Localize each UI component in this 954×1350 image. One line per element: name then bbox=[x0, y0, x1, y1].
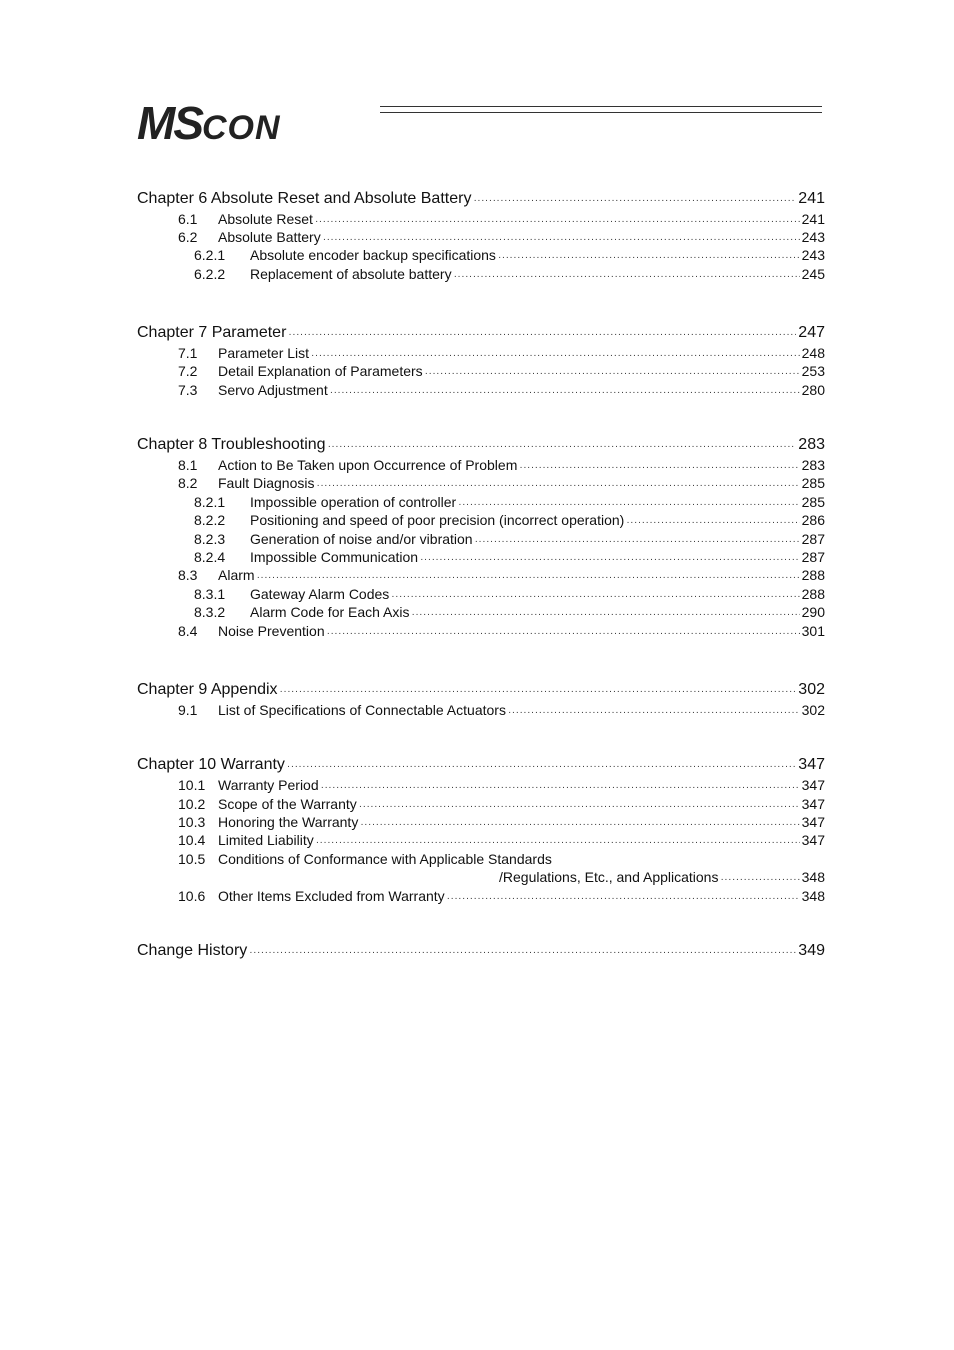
toc-title: Honoring the Warranty bbox=[218, 814, 359, 830]
toc-page: 347 bbox=[801, 832, 825, 848]
toc-page: 283 bbox=[798, 436, 825, 453]
toc-title: Gateway Alarm Codes bbox=[250, 586, 390, 602]
toc-page: 348 bbox=[801, 888, 825, 904]
toc-title: Change History bbox=[137, 942, 248, 959]
toc-title: Limited Liability bbox=[218, 832, 314, 848]
toc-sub-8-2-1[interactable] bbox=[194, 494, 825, 510]
toc-num: 8.1 bbox=[178, 457, 198, 473]
toc-section-9-1[interactable] bbox=[178, 702, 825, 718]
toc-section-10-5-continued[interactable] bbox=[499, 869, 825, 885]
toc-num: 10.3 bbox=[178, 814, 206, 830]
toc-page: 347 bbox=[801, 814, 825, 830]
toc-title: List of Specifications of Connectable Actuators bbox=[218, 702, 506, 718]
toc-sub-8-2-3[interactable] bbox=[194, 531, 825, 547]
toc-num: 10.2 bbox=[178, 796, 206, 812]
toc-page: 287 bbox=[801, 549, 825, 565]
toc-sub-6-2-1[interactable] bbox=[194, 247, 825, 263]
toc-title: Positioning and speed of poor precision (incorrect operation) bbox=[250, 512, 625, 528]
toc-page: 302 bbox=[798, 681, 825, 698]
toc-num: 6.2.2 bbox=[194, 266, 226, 282]
toc-page: 245 bbox=[801, 266, 825, 282]
toc-num: 8.4 bbox=[178, 623, 198, 639]
toc-chapter-8[interactable] bbox=[137, 436, 825, 454]
toc-page: 280 bbox=[801, 382, 825, 398]
toc-num: 7.1 bbox=[178, 345, 198, 361]
toc-num: 7.2 bbox=[178, 363, 198, 379]
toc-page: 348 bbox=[801, 869, 825, 885]
logo-con: CON bbox=[202, 109, 281, 147]
toc-num: 8.2.1 bbox=[194, 494, 226, 510]
toc-title: Action to Be Taken upon Occurrence of Problem bbox=[218, 457, 518, 473]
toc-sub-8-2-4[interactable] bbox=[194, 549, 825, 565]
toc-section-10-5[interactable] bbox=[178, 851, 825, 867]
toc-sub-8-3-1[interactable] bbox=[194, 586, 825, 602]
toc-page: 241 bbox=[801, 211, 825, 227]
toc-title: Alarm Code for Each Axis bbox=[250, 604, 410, 620]
toc-page: 347 bbox=[798, 756, 825, 773]
toc-section-8-3[interactable] bbox=[178, 567, 825, 583]
toc-title: Chapter 7 Parameter bbox=[137, 324, 287, 341]
toc-title: Warranty Period bbox=[218, 777, 319, 793]
toc-num: 8.2 bbox=[178, 475, 198, 491]
toc-num: 6.1 bbox=[178, 211, 198, 227]
toc-section-10-6[interactable] bbox=[178, 888, 825, 904]
toc-title: Replacement of absolute battery bbox=[250, 266, 452, 282]
toc-page: 285 bbox=[801, 494, 825, 510]
toc-section-8-4[interactable] bbox=[178, 623, 825, 639]
toc-title: Conditions of Conformance with Applicable Standards bbox=[218, 851, 552, 867]
toc-title: Impossible operation of controller bbox=[250, 494, 457, 510]
toc-num: 6.2.1 bbox=[194, 247, 226, 263]
toc-num: 10.1 bbox=[178, 777, 206, 793]
toc-section-7-3[interactable] bbox=[178, 382, 825, 398]
toc-change-history[interactable] bbox=[137, 942, 825, 960]
toc-section-10-1[interactable] bbox=[178, 777, 825, 793]
toc-num: 6.2 bbox=[178, 229, 198, 245]
toc-section-6-1[interactable] bbox=[178, 211, 825, 227]
toc-page: 253 bbox=[801, 363, 825, 379]
toc-page: 288 bbox=[801, 567, 825, 583]
toc-num: 8.2.4 bbox=[194, 549, 226, 565]
toc-page: 247 bbox=[798, 324, 825, 341]
toc-chapter-9[interactable] bbox=[137, 681, 825, 699]
toc-page: 349 bbox=[798, 942, 825, 959]
toc-page: 285 bbox=[801, 475, 825, 491]
toc-num: 10.6 bbox=[178, 888, 206, 904]
logo-ms: MS bbox=[137, 97, 202, 149]
toc-title: Scope of the Warranty bbox=[218, 796, 357, 812]
toc-title: Parameter List bbox=[218, 345, 310, 361]
toc-title: /Regulations, Etc., and Applications bbox=[499, 869, 719, 885]
toc-title: Chapter 8 Troubleshooting bbox=[137, 436, 326, 453]
toc-sub-6-2-2[interactable] bbox=[194, 266, 825, 282]
toc-title: Impossible Communication bbox=[250, 549, 419, 565]
toc-num: 10.4 bbox=[178, 832, 206, 848]
toc-title: Absolute Reset bbox=[218, 211, 313, 227]
toc-title: Chapter 6 Absolute Reset and Absolute Battery bbox=[137, 190, 472, 207]
toc-chapter-10[interactable] bbox=[137, 756, 825, 774]
toc-num: 8.3.1 bbox=[194, 586, 226, 602]
toc-title: Absolute Battery bbox=[218, 229, 321, 245]
toc-section-6-2[interactable] bbox=[178, 229, 825, 245]
toc-chapter-6[interactable] bbox=[137, 190, 825, 208]
toc-page: 347 bbox=[801, 796, 825, 812]
toc-page: 243 bbox=[801, 247, 825, 263]
toc-sub-8-2-2[interactable] bbox=[194, 512, 825, 528]
toc-num: 8.2.3 bbox=[194, 531, 226, 547]
toc-num: 8.2.2 bbox=[194, 512, 226, 528]
toc-page: 241 bbox=[798, 190, 825, 207]
toc-title: Absolute encoder backup specifications bbox=[250, 247, 496, 263]
toc-title: Other Items Excluded from Warranty bbox=[218, 888, 445, 904]
toc-page: 347 bbox=[801, 777, 825, 793]
toc-chapter-7[interactable] bbox=[137, 324, 825, 342]
toc-page: 286 bbox=[801, 512, 825, 528]
toc-page: 283 bbox=[801, 457, 825, 473]
toc-page: 248 bbox=[801, 345, 825, 361]
toc-title: Detail Explanation of Parameters bbox=[218, 363, 423, 379]
toc-title: Chapter 10 Warranty bbox=[137, 756, 285, 773]
toc-section-10-4[interactable] bbox=[178, 832, 825, 848]
toc-sub-8-3-2[interactable] bbox=[194, 604, 825, 620]
toc-title: Chapter 9 Appendix bbox=[137, 681, 278, 698]
toc-section-7-2[interactable] bbox=[178, 363, 825, 379]
toc-page: 302 bbox=[801, 702, 825, 718]
toc-num: 8.3 bbox=[178, 567, 198, 583]
toc-page: 301 bbox=[801, 623, 825, 639]
toc-title: Alarm bbox=[218, 567, 255, 583]
toc-section-8-1[interactable] bbox=[178, 457, 825, 473]
toc-section-7-1[interactable] bbox=[178, 345, 825, 361]
toc-page: 290 bbox=[801, 604, 825, 620]
toc-section-8-2[interactable] bbox=[178, 475, 825, 491]
toc-title: Generation of noise and/or vibration bbox=[250, 531, 473, 547]
toc-page: 243 bbox=[801, 229, 825, 245]
toc-page: 288 bbox=[801, 586, 825, 602]
toc-section-10-2[interactable] bbox=[178, 796, 825, 812]
toc-section-10-3[interactable] bbox=[178, 814, 825, 830]
toc-num: 7.3 bbox=[178, 382, 198, 398]
toc-num: 8.3.2 bbox=[194, 604, 226, 620]
toc-num: 9.1 bbox=[178, 702, 198, 718]
toc-title: Servo Adjustment bbox=[218, 382, 328, 398]
toc-title: Fault Diagnosis bbox=[218, 475, 315, 491]
toc-title: Noise Prevention bbox=[218, 623, 325, 639]
toc-num: 10.5 bbox=[178, 851, 206, 867]
toc-page: 287 bbox=[801, 531, 825, 547]
